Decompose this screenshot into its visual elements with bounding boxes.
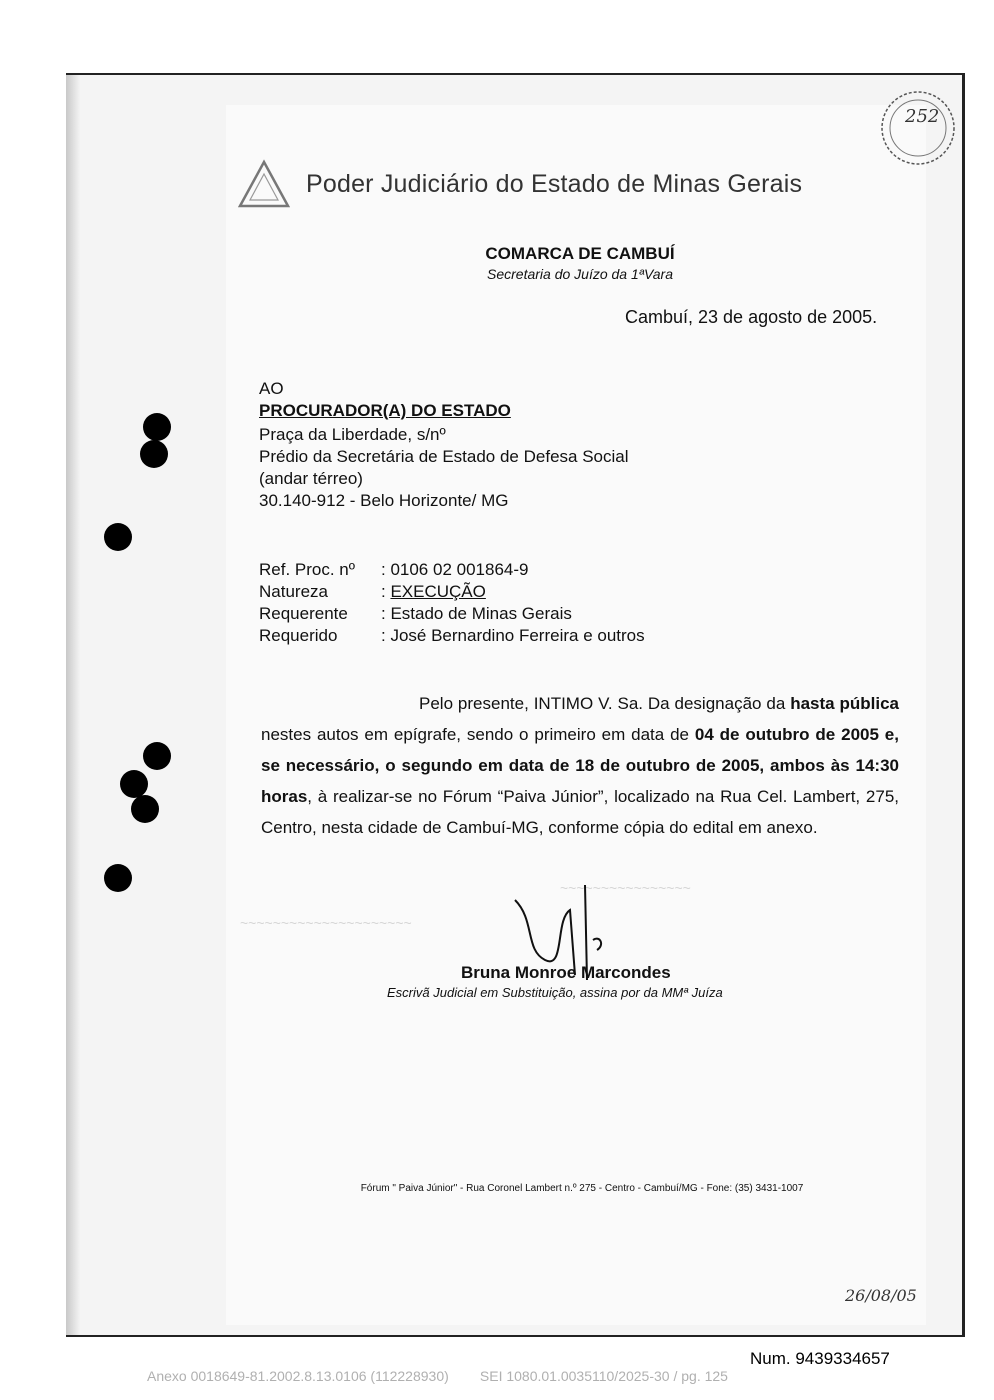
punch-hole: [140, 440, 168, 468]
punch-hole: [120, 770, 148, 798]
body-paragraph: [261, 688, 899, 843]
address-line: Praça da Liberdade, s/nº: [259, 425, 446, 444]
ref-label: Requerido: [259, 626, 338, 645]
bleed-through-mark: ~~~~~~~~~~~~~~~~~~~~~: [240, 915, 412, 931]
body-bold: 04 de outubro de 2005 e, se necessário, o segundo em data de 18 de outubro de 2005, ambos às 14:30 horas: [261, 725, 899, 806]
signer-name: Bruna Monroe Marcondes: [461, 963, 671, 982]
date-line: Cambuí, 23 de agosto de 2005.: [625, 307, 878, 327]
ref-value: : 0106 02 001864-9: [381, 560, 529, 579]
letter-footer: Fórum " Paiva Júnior" - Rua Coronel Lambert n.º 275 - Centro - Cambuí/MG - Fone: (35) 3431-1007: [360, 1183, 804, 1194]
bleed-through-mark: ~~~~~~~~~~~~~~~~: [560, 880, 691, 896]
ref-row: [259, 560, 528, 580]
ref-value: : José Bernardino Ferreira e outros: [381, 626, 645, 645]
handwritten-page-number: 252: [905, 106, 940, 127]
ref-row: [259, 626, 645, 646]
comarca-title: COMARCA DE CAMBUÍ: [485, 244, 675, 263]
ref-label: Natureza: [259, 582, 328, 601]
ref-label: Requerente: [259, 604, 348, 623]
annex-reference: Anexo 0018649-81.2002.8.13.0106 (112228930) SEI 1080.01.0035110/2025-30 / pg. 125: [147, 1368, 728, 1384]
institution-name: Poder Judiciário do Estado de Minas Gerais: [306, 169, 803, 198]
document-number: Num. 9439334657: [750, 1349, 890, 1368]
secretaria-subtitle: Secretaria do Juízo da 1ªVara: [487, 266, 673, 282]
ref-label: Ref. Proc. nº: [259, 560, 355, 579]
body-text: nestes autos em epígrafe, sendo o primeiro em data de: [261, 725, 695, 744]
recipient-title: PROCURADOR(A) DO ESTADO: [259, 401, 511, 420]
handwritten-date: 26/08/05: [845, 1286, 917, 1305]
address-line: Prédio da Secretária de Estado de Defesa Social: [259, 447, 629, 466]
ref-value: : Estado de Minas Gerais: [381, 604, 572, 623]
seal-stamp: [878, 88, 958, 168]
address-line: (andar térreo): [259, 469, 363, 488]
recipient-to: AO: [259, 379, 284, 398]
letterhead: [238, 158, 802, 210]
triangle-logo-icon: [238, 158, 290, 210]
punch-hole: [104, 864, 132, 892]
signer-role: Escrivã Judicial em Substituição, assina por da MMª Juíza: [387, 985, 723, 1000]
body-text: , à realizar-se no Fórum “Paiva Júnior”, localizado na Rua Cel. Lambert, 275, Centro, nesta cidade de Cambuí-MG, conforme cópia do edital em anexo.: [261, 787, 899, 837]
body-text: Pelo presente, INTIMO V. Sa. Da designação da: [419, 694, 791, 713]
ref-row: [259, 582, 486, 602]
body-bold: hasta pública: [790, 694, 899, 713]
ref-row: [259, 604, 572, 624]
ref-value: EXECUÇÃO: [390, 582, 486, 601]
address-line: 30.140-912 - Belo Horizonte/ MG: [259, 491, 509, 510]
punch-hole: [104, 523, 132, 551]
punch-hole: [143, 413, 171, 441]
punch-hole: [131, 795, 159, 823]
ref-value-colon: :: [381, 582, 391, 601]
punch-hole: [143, 742, 171, 770]
